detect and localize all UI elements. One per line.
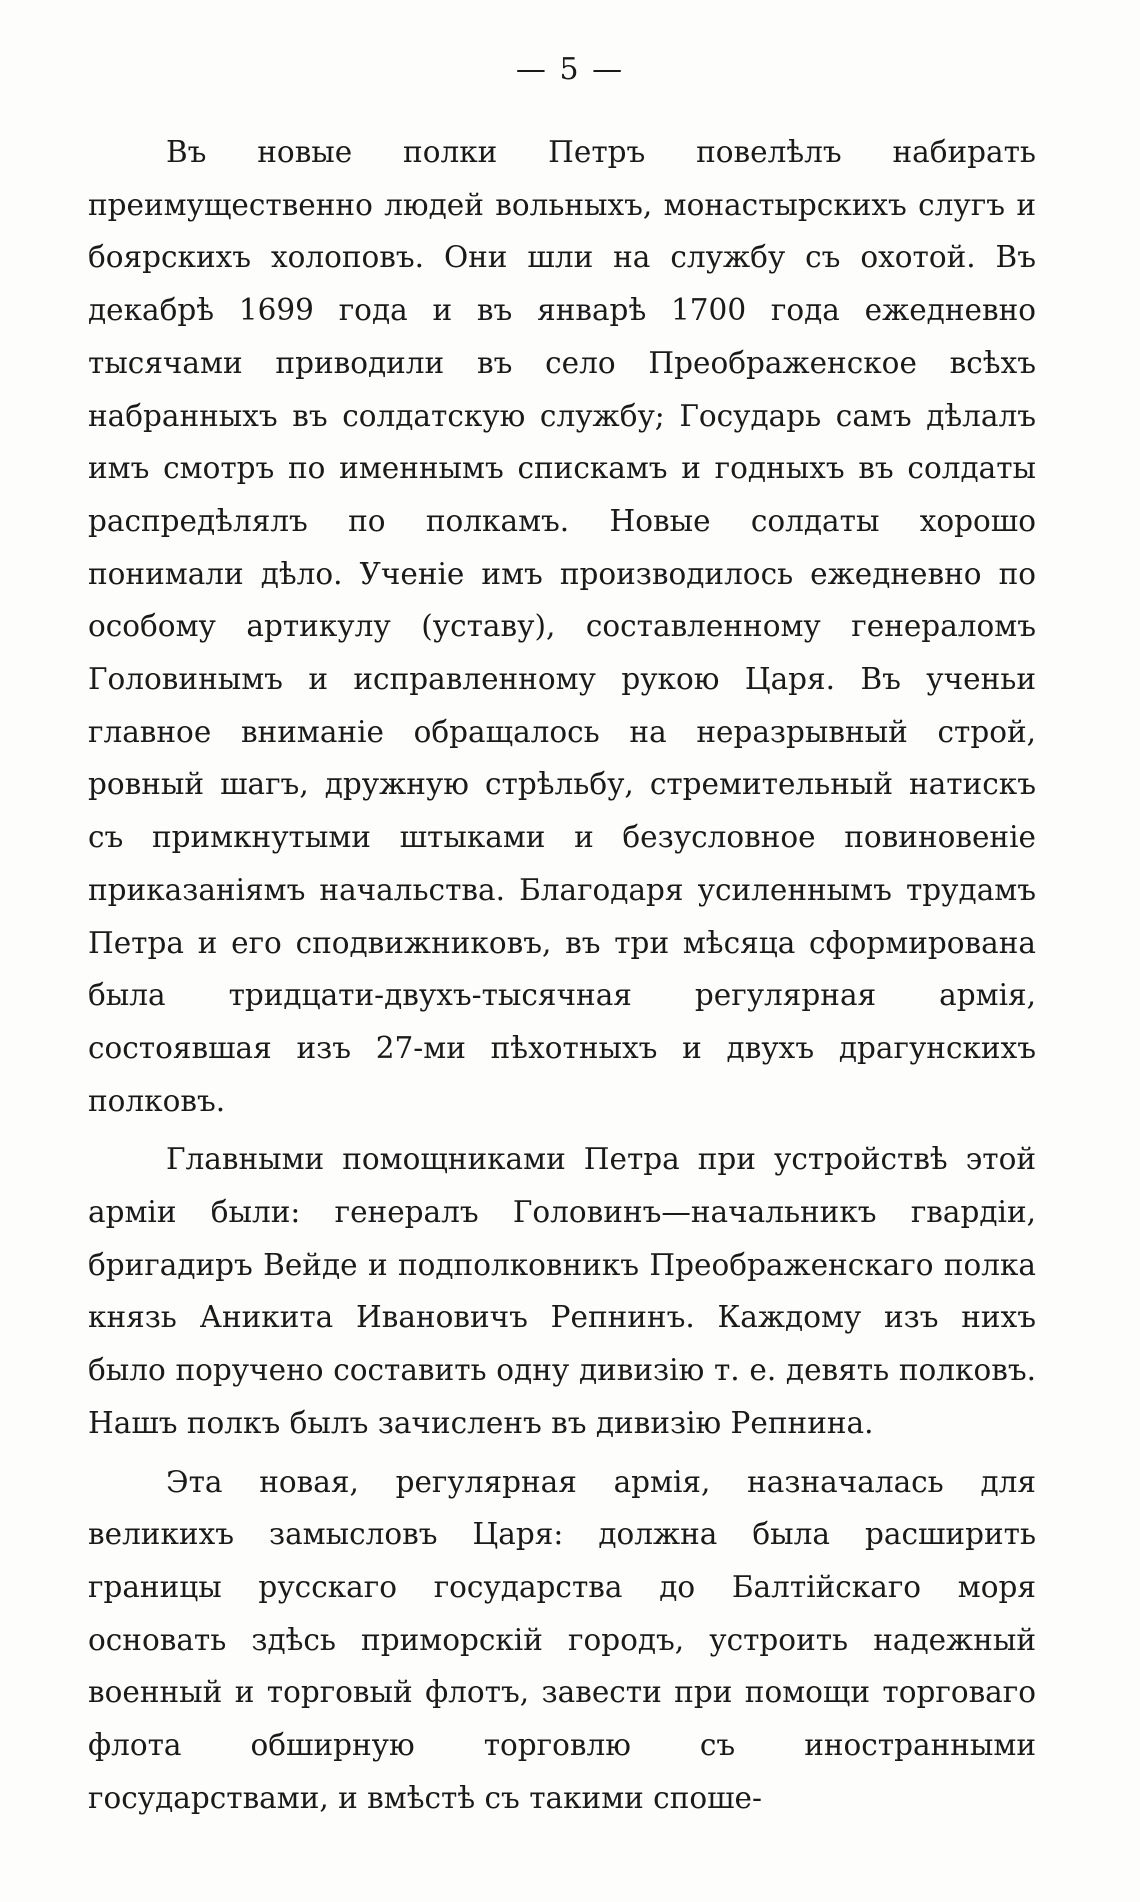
body-text — [88, 126, 1036, 1825]
paragraph-1: Въ новые полки Петръ повелѣлъ набирать преимущественно людей вольныхъ, монастырскихъ слугъ и боярскихъ холоповъ. Они шли на службу съ охотой. Въ декабрѣ 1699 года и въ январѣ 1700 года ежедневно тысячами приводили въ село Преображенское всѣхъ набранныхъ въ солдатскую службу; Государь самъ дѣлалъ имъ смотръ по именнымъ спискамъ и годныхъ въ солдаты распредѣлялъ по полкамъ. Новые солдаты хорошо понимали дѣло. Ученіе имъ производилось ежедневно по особому артикулу (уставу), составленному генераломъ Головинымъ и исправленному рукою Царя. Въ ученьи главное вниманіе обращалось на неразрывный строй, ровный шагъ, дружную стрѣльбу, стремительный натискъ съ примкнутыми штыками и безусловное повиновеніе приказаніямъ начальства. Благодаря усиленнымъ трудамъ Петра и его сподвижниковъ, въ три мѣсяца сформирована была тридцати-двухъ-тысячная регулярная армія, состоявшая изъ 27-ми пѣхотныхъ и двухъ драгунскихъ полковъ. — [88, 135, 1036, 1118]
paragraph-3: Эта новая, регулярная армія, назначалась для великихъ замысловъ Царя: должна была расширить границы русскаго государства до Балтійскаго моря основать здѣсь приморскій городъ, устроить надежный военный и торговый флотъ, завести при помощи торговаго флота обширную торговлю съ иностранными государствами, и вмѣстѣ съ такими споше- — [88, 1464, 1036, 1815]
page-number: — 5 — — [515, 52, 625, 87]
paragraph-2: Главными помощниками Петра при устройствѣ этой арміи были: генералъ Головинъ—начальникъ гвардіи, бригадиръ Вейде и подполковникъ Преображенскаго полка князь Аникита Ивановичъ Репнинъ. Каждому изъ нихъ было поручено составить одну дивизію т. е. девять полковъ. Нашъ полкъ былъ зачисленъ въ дивизію Репнина. — [88, 1142, 1036, 1440]
